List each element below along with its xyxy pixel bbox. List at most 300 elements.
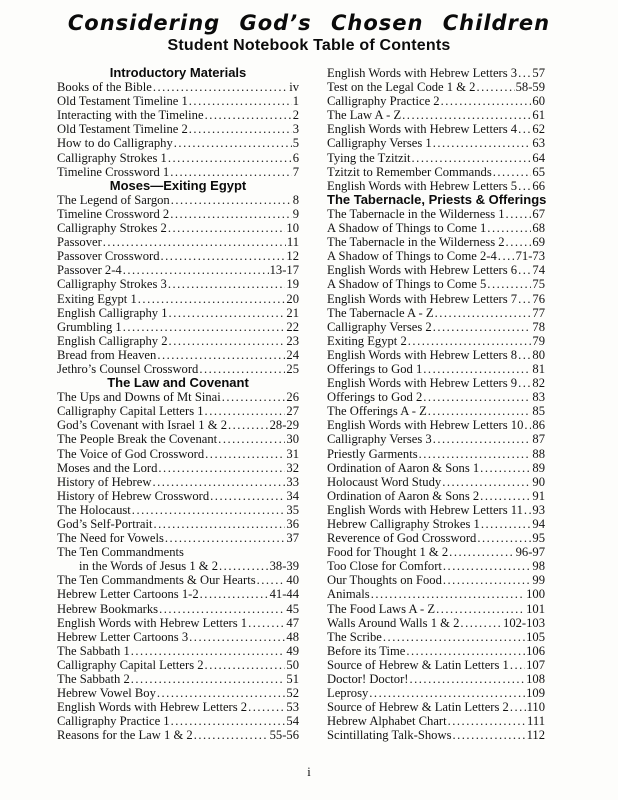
entry-page: 96-97 bbox=[515, 545, 545, 560]
dot-leader bbox=[428, 404, 532, 418]
entry-page: 58-59 bbox=[515, 80, 545, 95]
dot-leader bbox=[487, 277, 531, 291]
entry-page: 101 bbox=[526, 601, 545, 616]
toc-entry bbox=[327, 292, 545, 306]
entry-title: The Sabbath 2 bbox=[57, 672, 130, 687]
entry-page: 6 bbox=[292, 150, 299, 165]
entry-page: 66 bbox=[532, 178, 545, 193]
toc-entry bbox=[327, 221, 545, 235]
dot-leader bbox=[480, 489, 531, 503]
entry-title: English Words with Hebrew Letters 11 bbox=[327, 502, 523, 517]
dot-leader bbox=[506, 235, 532, 249]
dot-leader bbox=[480, 461, 531, 475]
toc-entry bbox=[57, 616, 299, 630]
entry-page: 19 bbox=[286, 277, 299, 292]
dot-leader bbox=[412, 151, 532, 165]
entry-title: Moses and the Lord bbox=[57, 460, 158, 475]
entry-page: 26 bbox=[286, 390, 299, 405]
dot-leader bbox=[168, 221, 286, 235]
dot-leader bbox=[524, 418, 531, 432]
entry-page: 91 bbox=[532, 488, 545, 503]
dot-leader bbox=[510, 658, 525, 672]
section-header: Moses—Exiting Egypt bbox=[109, 177, 247, 193]
toc-entry bbox=[57, 447, 299, 461]
entry-title: Calligraphy Verses 1 bbox=[327, 136, 432, 151]
entry-title: in the Words of Jesus 1 & 2 bbox=[79, 559, 219, 574]
entry-title: Hebrew Vowel Boy bbox=[57, 686, 156, 701]
entry-title: Calligraphy Capital Letters 2 bbox=[57, 657, 204, 672]
dot-leader bbox=[132, 503, 286, 517]
toc-entry bbox=[57, 94, 299, 108]
entry-page: 81 bbox=[532, 361, 545, 376]
toc-entry bbox=[327, 644, 545, 658]
toc-entry bbox=[57, 249, 299, 263]
dot-leader bbox=[123, 320, 286, 334]
dot-leader bbox=[518, 179, 531, 193]
toc-entry bbox=[57, 700, 299, 714]
entry-title: English Words with Hebrew Letters 4 bbox=[327, 122, 518, 137]
entry-page: 53 bbox=[286, 700, 299, 715]
entry-page: 67 bbox=[532, 206, 545, 221]
entry-page: 106 bbox=[526, 643, 545, 658]
toc-column-left bbox=[57, 66, 299, 743]
toc-entry bbox=[327, 432, 545, 446]
entry-page: 98 bbox=[532, 559, 545, 574]
entry-title: English Words with Hebrew Letters 5 bbox=[327, 178, 518, 193]
entry-title: The Ten Commandments & Our Hearts bbox=[57, 573, 256, 588]
entry-title: The Scribe bbox=[327, 629, 382, 644]
dot-leader bbox=[493, 165, 532, 179]
entry-page: 57 bbox=[532, 66, 545, 80]
entry-title: Timeline Crossword 1 bbox=[57, 164, 170, 179]
toc-entry bbox=[327, 714, 545, 728]
entry-title: The Holocaust bbox=[57, 502, 131, 517]
entry-title: English Calligraphy 1 bbox=[57, 305, 168, 320]
toc-entry bbox=[327, 531, 545, 545]
dot-leader bbox=[154, 517, 286, 531]
dot-leader bbox=[518, 348, 531, 362]
entry-page: 36 bbox=[286, 517, 299, 531]
dot-leader bbox=[222, 390, 286, 404]
entry-title: Calligraphy Strokes 1 bbox=[57, 150, 167, 165]
toc-entry bbox=[327, 66, 545, 80]
dot-leader bbox=[200, 587, 269, 601]
entry-page: 105 bbox=[526, 629, 545, 644]
dot-leader bbox=[171, 193, 292, 207]
entry-title: English Words with Hebrew Letters 8 bbox=[327, 347, 518, 362]
dot-leader bbox=[518, 66, 531, 80]
dot-leader bbox=[433, 320, 532, 334]
toc-entry bbox=[327, 404, 545, 418]
toc-entry bbox=[57, 587, 299, 601]
toc-entry bbox=[327, 630, 545, 644]
entry-title: English Words with Hebrew Letters 9 bbox=[327, 376, 518, 391]
entry-title: The Sabbath 1 bbox=[57, 643, 130, 658]
toc-entry bbox=[327, 672, 545, 686]
entry-page: 74 bbox=[532, 263, 545, 278]
toc-entry bbox=[327, 573, 545, 587]
entry-title: A Shadow of Things to Come 5 bbox=[327, 277, 487, 292]
dot-leader bbox=[435, 306, 532, 320]
toc-entry bbox=[327, 235, 545, 249]
entry-title: How to do Calligraphy bbox=[57, 136, 173, 151]
entry-page: 23 bbox=[286, 333, 299, 348]
entry-title: The Tabernacle in the Wilderness 2 bbox=[327, 235, 505, 250]
dot-leader bbox=[205, 108, 292, 122]
section-header: The Tabernacle, Priests & Offerings bbox=[327, 191, 547, 207]
entry-title: Offerings to God 2 bbox=[327, 390, 423, 405]
dot-leader bbox=[157, 348, 285, 362]
entry-page: 30 bbox=[286, 432, 299, 447]
entry-title: Ordination of Aaron & Sons 1 bbox=[327, 460, 480, 475]
entry-page: 100 bbox=[526, 587, 545, 602]
entry-page: 37 bbox=[286, 531, 299, 546]
entry-title: The Tabernacle A - Z bbox=[327, 305, 434, 320]
toc-entry bbox=[327, 122, 545, 136]
toc-entry bbox=[57, 418, 299, 432]
section-header: The Law and Covenant bbox=[107, 375, 249, 391]
entry-title: Old Testament Timeline 2 bbox=[57, 122, 188, 137]
dot-leader bbox=[205, 447, 285, 461]
dot-leader bbox=[518, 263, 531, 277]
entry-page: 60 bbox=[532, 94, 545, 109]
toc-column-right bbox=[327, 66, 545, 743]
dot-leader bbox=[518, 376, 531, 390]
entry-title: History of Hebrew Crossword bbox=[57, 488, 210, 503]
toc-entry bbox=[327, 320, 545, 334]
entry-title: Exiting Egypt 1 bbox=[57, 291, 137, 306]
dot-leader bbox=[408, 334, 532, 348]
entry-page: 107 bbox=[526, 657, 545, 672]
dot-leader bbox=[442, 475, 531, 489]
toc-entry bbox=[327, 136, 545, 150]
entry-page: 108 bbox=[526, 672, 545, 687]
toc-entry bbox=[327, 108, 545, 122]
entry-title: Interacting with the Timeline bbox=[57, 108, 204, 123]
entry-title: Tzitzit to Remember Commands bbox=[327, 164, 492, 179]
entry-title: Calligraphy Strokes 3 bbox=[57, 277, 167, 292]
entry-title: Doctor! Doctor! bbox=[327, 672, 409, 687]
toc-entry bbox=[327, 602, 545, 616]
toc-entry bbox=[57, 165, 299, 179]
toc-entry bbox=[57, 545, 299, 559]
entry-title: Books of the Bible bbox=[57, 80, 152, 95]
dot-leader bbox=[152, 475, 285, 489]
dot-leader bbox=[402, 108, 531, 122]
dot-leader bbox=[433, 432, 532, 446]
toc-entry bbox=[57, 602, 299, 616]
dot-leader bbox=[205, 658, 286, 672]
page-subtitle: Student Notebook Table of Contents bbox=[167, 37, 451, 54]
toc-entry bbox=[57, 630, 299, 644]
toc-entry bbox=[327, 348, 545, 362]
toc-entry bbox=[57, 573, 299, 587]
entry-title: God’s Covenant with Israel 1 & 2 bbox=[57, 418, 227, 433]
entry-title: English Calligraphy 2 bbox=[57, 333, 168, 348]
toc-entry bbox=[57, 320, 299, 334]
toc-entry bbox=[327, 334, 545, 348]
entry-page: 62 bbox=[532, 122, 545, 137]
toc-entry bbox=[327, 277, 545, 291]
entry-page: 21 bbox=[286, 305, 299, 320]
entry-page: 111 bbox=[527, 714, 545, 729]
entry-title: Calligraphy Verses 2 bbox=[327, 319, 432, 334]
entry-page: 78 bbox=[532, 319, 545, 334]
entry-title: Passover 2-4 bbox=[57, 263, 122, 278]
entry-title: Priestly Garments bbox=[327, 446, 418, 461]
entry-page: 34 bbox=[286, 488, 299, 503]
entry-page: 88 bbox=[532, 446, 545, 461]
toc-entry bbox=[327, 418, 545, 432]
entry-title: The Need for Vowels bbox=[57, 531, 164, 546]
entry-page: 90 bbox=[532, 474, 545, 489]
entry-title: Calligraphy Verses 3 bbox=[327, 432, 432, 447]
entry-page: 80 bbox=[532, 347, 545, 362]
entry-title: Before its Time bbox=[327, 643, 406, 658]
entry-page: 50 bbox=[286, 657, 299, 672]
dot-leader bbox=[498, 249, 515, 263]
entry-page: 24 bbox=[286, 347, 299, 362]
dot-leader bbox=[189, 122, 292, 136]
entry-page: 35 bbox=[286, 502, 299, 517]
dot-leader bbox=[131, 672, 286, 686]
entry-page: 95 bbox=[532, 531, 545, 546]
toc-entry bbox=[327, 587, 545, 601]
entry-title: Calligraphy Practice 1 bbox=[57, 714, 170, 729]
dot-leader bbox=[452, 728, 525, 742]
dot-leader bbox=[441, 94, 532, 108]
dot-leader bbox=[158, 461, 285, 475]
dot-leader bbox=[174, 136, 292, 150]
dot-leader bbox=[248, 616, 285, 630]
toc-entry bbox=[57, 489, 299, 503]
dot-leader bbox=[524, 503, 532, 517]
entry-title: History of Hebrew bbox=[57, 474, 152, 489]
entry-title: A Shadow of Things to Come 1 bbox=[327, 221, 487, 236]
entry-title: English Words with Hebrew Letters 3 bbox=[327, 66, 518, 80]
entry-page: 83 bbox=[532, 390, 545, 405]
dot-leader bbox=[506, 207, 532, 221]
entry-page: 12 bbox=[286, 249, 299, 264]
entry-page: 25 bbox=[286, 361, 299, 376]
toc-entry bbox=[57, 644, 299, 658]
entry-title: Hebrew Calligraphy Strokes 1 bbox=[327, 517, 480, 531]
toc-entry bbox=[327, 728, 545, 742]
entry-title: Calligraphy Capital Letters 1 bbox=[57, 404, 204, 419]
entry-page: 7 bbox=[292, 164, 299, 179]
toc-entry bbox=[327, 362, 545, 376]
dot-leader bbox=[219, 559, 269, 573]
entry-title: Reasons for the Law 1 & 2 bbox=[57, 728, 193, 743]
entry-page: 47 bbox=[286, 615, 299, 630]
toc-entry bbox=[57, 221, 299, 235]
entry-title: Hebrew Bookmarks bbox=[57, 601, 159, 616]
entry-page: 54 bbox=[286, 714, 299, 729]
dot-leader bbox=[518, 292, 531, 306]
entry-page: 63 bbox=[532, 136, 545, 151]
entry-title: Jethro’s Counsel Crossword bbox=[57, 361, 199, 376]
entry-title: Passover Crossword bbox=[57, 249, 160, 264]
dot-leader bbox=[210, 489, 285, 503]
entry-page: 79 bbox=[532, 333, 545, 348]
entry-title: English Words with Hebrew Letters 2 bbox=[57, 700, 248, 715]
entry-title: Timeline Crossword 2 bbox=[57, 206, 170, 221]
toc-entry bbox=[57, 362, 299, 376]
toc-entry bbox=[57, 334, 299, 348]
toc-entry bbox=[327, 517, 545, 531]
toc-entry bbox=[57, 531, 299, 545]
entry-title: The People Break the Covenant bbox=[57, 432, 218, 447]
dot-leader bbox=[423, 362, 531, 376]
entry-page: 22 bbox=[286, 319, 299, 334]
entry-page: 61 bbox=[532, 108, 545, 123]
entry-page: 64 bbox=[532, 150, 545, 165]
toc-entry bbox=[57, 432, 299, 446]
toc-entry bbox=[57, 80, 299, 94]
toc-entry bbox=[57, 277, 299, 291]
dot-leader bbox=[189, 94, 292, 108]
toc-entry bbox=[327, 306, 545, 320]
entry-page: 102-103 bbox=[503, 615, 545, 630]
dot-leader bbox=[159, 602, 285, 616]
entry-title: English Words with Hebrew Letters 1 bbox=[57, 615, 248, 630]
entry-page: 71-73 bbox=[515, 249, 545, 264]
dot-leader bbox=[194, 728, 269, 742]
dot-leader bbox=[138, 292, 286, 306]
dot-leader bbox=[199, 362, 285, 376]
dot-leader bbox=[205, 404, 286, 418]
toc-entry bbox=[57, 122, 299, 136]
toc-entry bbox=[57, 503, 299, 517]
toc-entry bbox=[57, 658, 299, 672]
entry-title: Calligraphy Practice 2 bbox=[327, 94, 440, 109]
toc-entry bbox=[327, 700, 545, 714]
entry-page: 48 bbox=[286, 629, 299, 644]
entry-title: Hebrew Letter Cartoons 1-2 bbox=[57, 587, 199, 602]
entry-title: Animals bbox=[327, 587, 370, 602]
dot-leader bbox=[257, 573, 286, 587]
toc-entry bbox=[57, 404, 299, 418]
entry-page: 31 bbox=[286, 446, 299, 461]
dot-leader bbox=[477, 531, 531, 545]
entry-page: 41-44 bbox=[269, 587, 299, 602]
toc-entry bbox=[327, 179, 545, 193]
entry-title: Exiting Egypt 2 bbox=[327, 333, 407, 348]
entry-title: The Law A - Z bbox=[327, 108, 402, 123]
dot-leader bbox=[510, 700, 526, 714]
dot-leader bbox=[433, 136, 532, 150]
toc-entry bbox=[327, 461, 545, 475]
entry-page: 76 bbox=[532, 291, 545, 306]
dot-leader bbox=[448, 714, 526, 728]
toc-entry bbox=[327, 94, 545, 108]
toc-entry bbox=[327, 447, 545, 461]
entry-page: 38-39 bbox=[269, 559, 299, 574]
toc-entry bbox=[57, 151, 299, 165]
entry-page: 86 bbox=[532, 418, 545, 433]
entry-title: Food for Thought 1 & 2 bbox=[327, 545, 449, 560]
dot-leader bbox=[165, 531, 286, 545]
entry-page: 75 bbox=[532, 277, 545, 292]
entry-page: 51 bbox=[286, 672, 299, 687]
entry-page: 28-29 bbox=[269, 418, 299, 433]
toc-entry bbox=[57, 686, 299, 700]
toc-entry bbox=[57, 728, 299, 742]
toc-columns bbox=[57, 66, 545, 743]
toc-entry bbox=[57, 292, 299, 306]
document-header bbox=[0, 0, 618, 55]
entry-page: 89 bbox=[532, 460, 545, 475]
dot-leader bbox=[383, 630, 525, 644]
entry-page: 68 bbox=[532, 221, 545, 236]
toc-entry bbox=[57, 235, 299, 249]
entry-title: The Ups and Downs of Mt Sinai bbox=[57, 390, 221, 405]
entry-page: 1 bbox=[292, 94, 299, 109]
entry-page: 112 bbox=[526, 728, 545, 743]
entry-page: 55-56 bbox=[269, 728, 299, 743]
dot-leader bbox=[436, 602, 525, 616]
dot-leader bbox=[161, 249, 286, 263]
toc-entry bbox=[327, 80, 545, 94]
entry-title: Bread from Heaven bbox=[57, 347, 157, 362]
entry-page: 32 bbox=[286, 460, 299, 475]
entry-title: The Voice of God Crossword bbox=[57, 446, 205, 461]
entry-page: 10 bbox=[286, 221, 299, 236]
entry-page: 8 bbox=[292, 192, 299, 207]
toc-entry bbox=[57, 475, 299, 489]
dot-leader bbox=[423, 390, 531, 404]
toc-entry bbox=[57, 559, 299, 573]
dot-leader bbox=[248, 700, 285, 714]
entry-page: 27 bbox=[286, 404, 299, 419]
entry-title: Offerings to God 1 bbox=[327, 361, 423, 376]
dot-leader bbox=[103, 235, 286, 249]
entry-title: A Shadow of Things to Come 2-4 bbox=[327, 249, 497, 264]
toc-entry bbox=[57, 263, 299, 277]
entry-title: Too Close for Comfort bbox=[327, 559, 442, 574]
entry-title: The Food Laws A - Z bbox=[327, 601, 436, 616]
dot-leader bbox=[460, 616, 502, 630]
entry-title: Test on the Legal Code 1 & 2 bbox=[327, 80, 476, 95]
dot-leader bbox=[487, 221, 531, 235]
dot-leader bbox=[131, 644, 286, 658]
toc-entry bbox=[327, 165, 545, 179]
entry-title: Ordination of Aaron & Sons 2 bbox=[327, 488, 480, 503]
entry-title: Leprosy bbox=[327, 686, 369, 701]
toc-entry bbox=[327, 390, 545, 404]
entry-page: 85 bbox=[532, 404, 545, 419]
footer-page-number: i bbox=[307, 765, 311, 779]
toc-entry bbox=[57, 461, 299, 475]
entry-title: Old Testament Timeline 1 bbox=[57, 94, 188, 109]
entry-page: 77 bbox=[532, 305, 545, 320]
toc-entry bbox=[327, 503, 545, 517]
toc-entry bbox=[57, 136, 299, 150]
toc-entry bbox=[327, 545, 545, 559]
dot-leader bbox=[169, 334, 286, 348]
entry-page: 110 bbox=[526, 700, 545, 715]
toc-entry bbox=[327, 207, 545, 221]
entry-title: The Offerings A - Z bbox=[327, 404, 427, 419]
dot-leader bbox=[443, 573, 532, 587]
dot-leader bbox=[170, 207, 292, 221]
dot-leader bbox=[171, 714, 286, 728]
toc-entry bbox=[327, 658, 545, 672]
entry-title: God’s Self-Portrait bbox=[57, 517, 153, 531]
dot-leader bbox=[218, 432, 285, 446]
entry-title: The Legend of Sargon bbox=[57, 192, 170, 207]
toc-entry bbox=[57, 193, 299, 207]
